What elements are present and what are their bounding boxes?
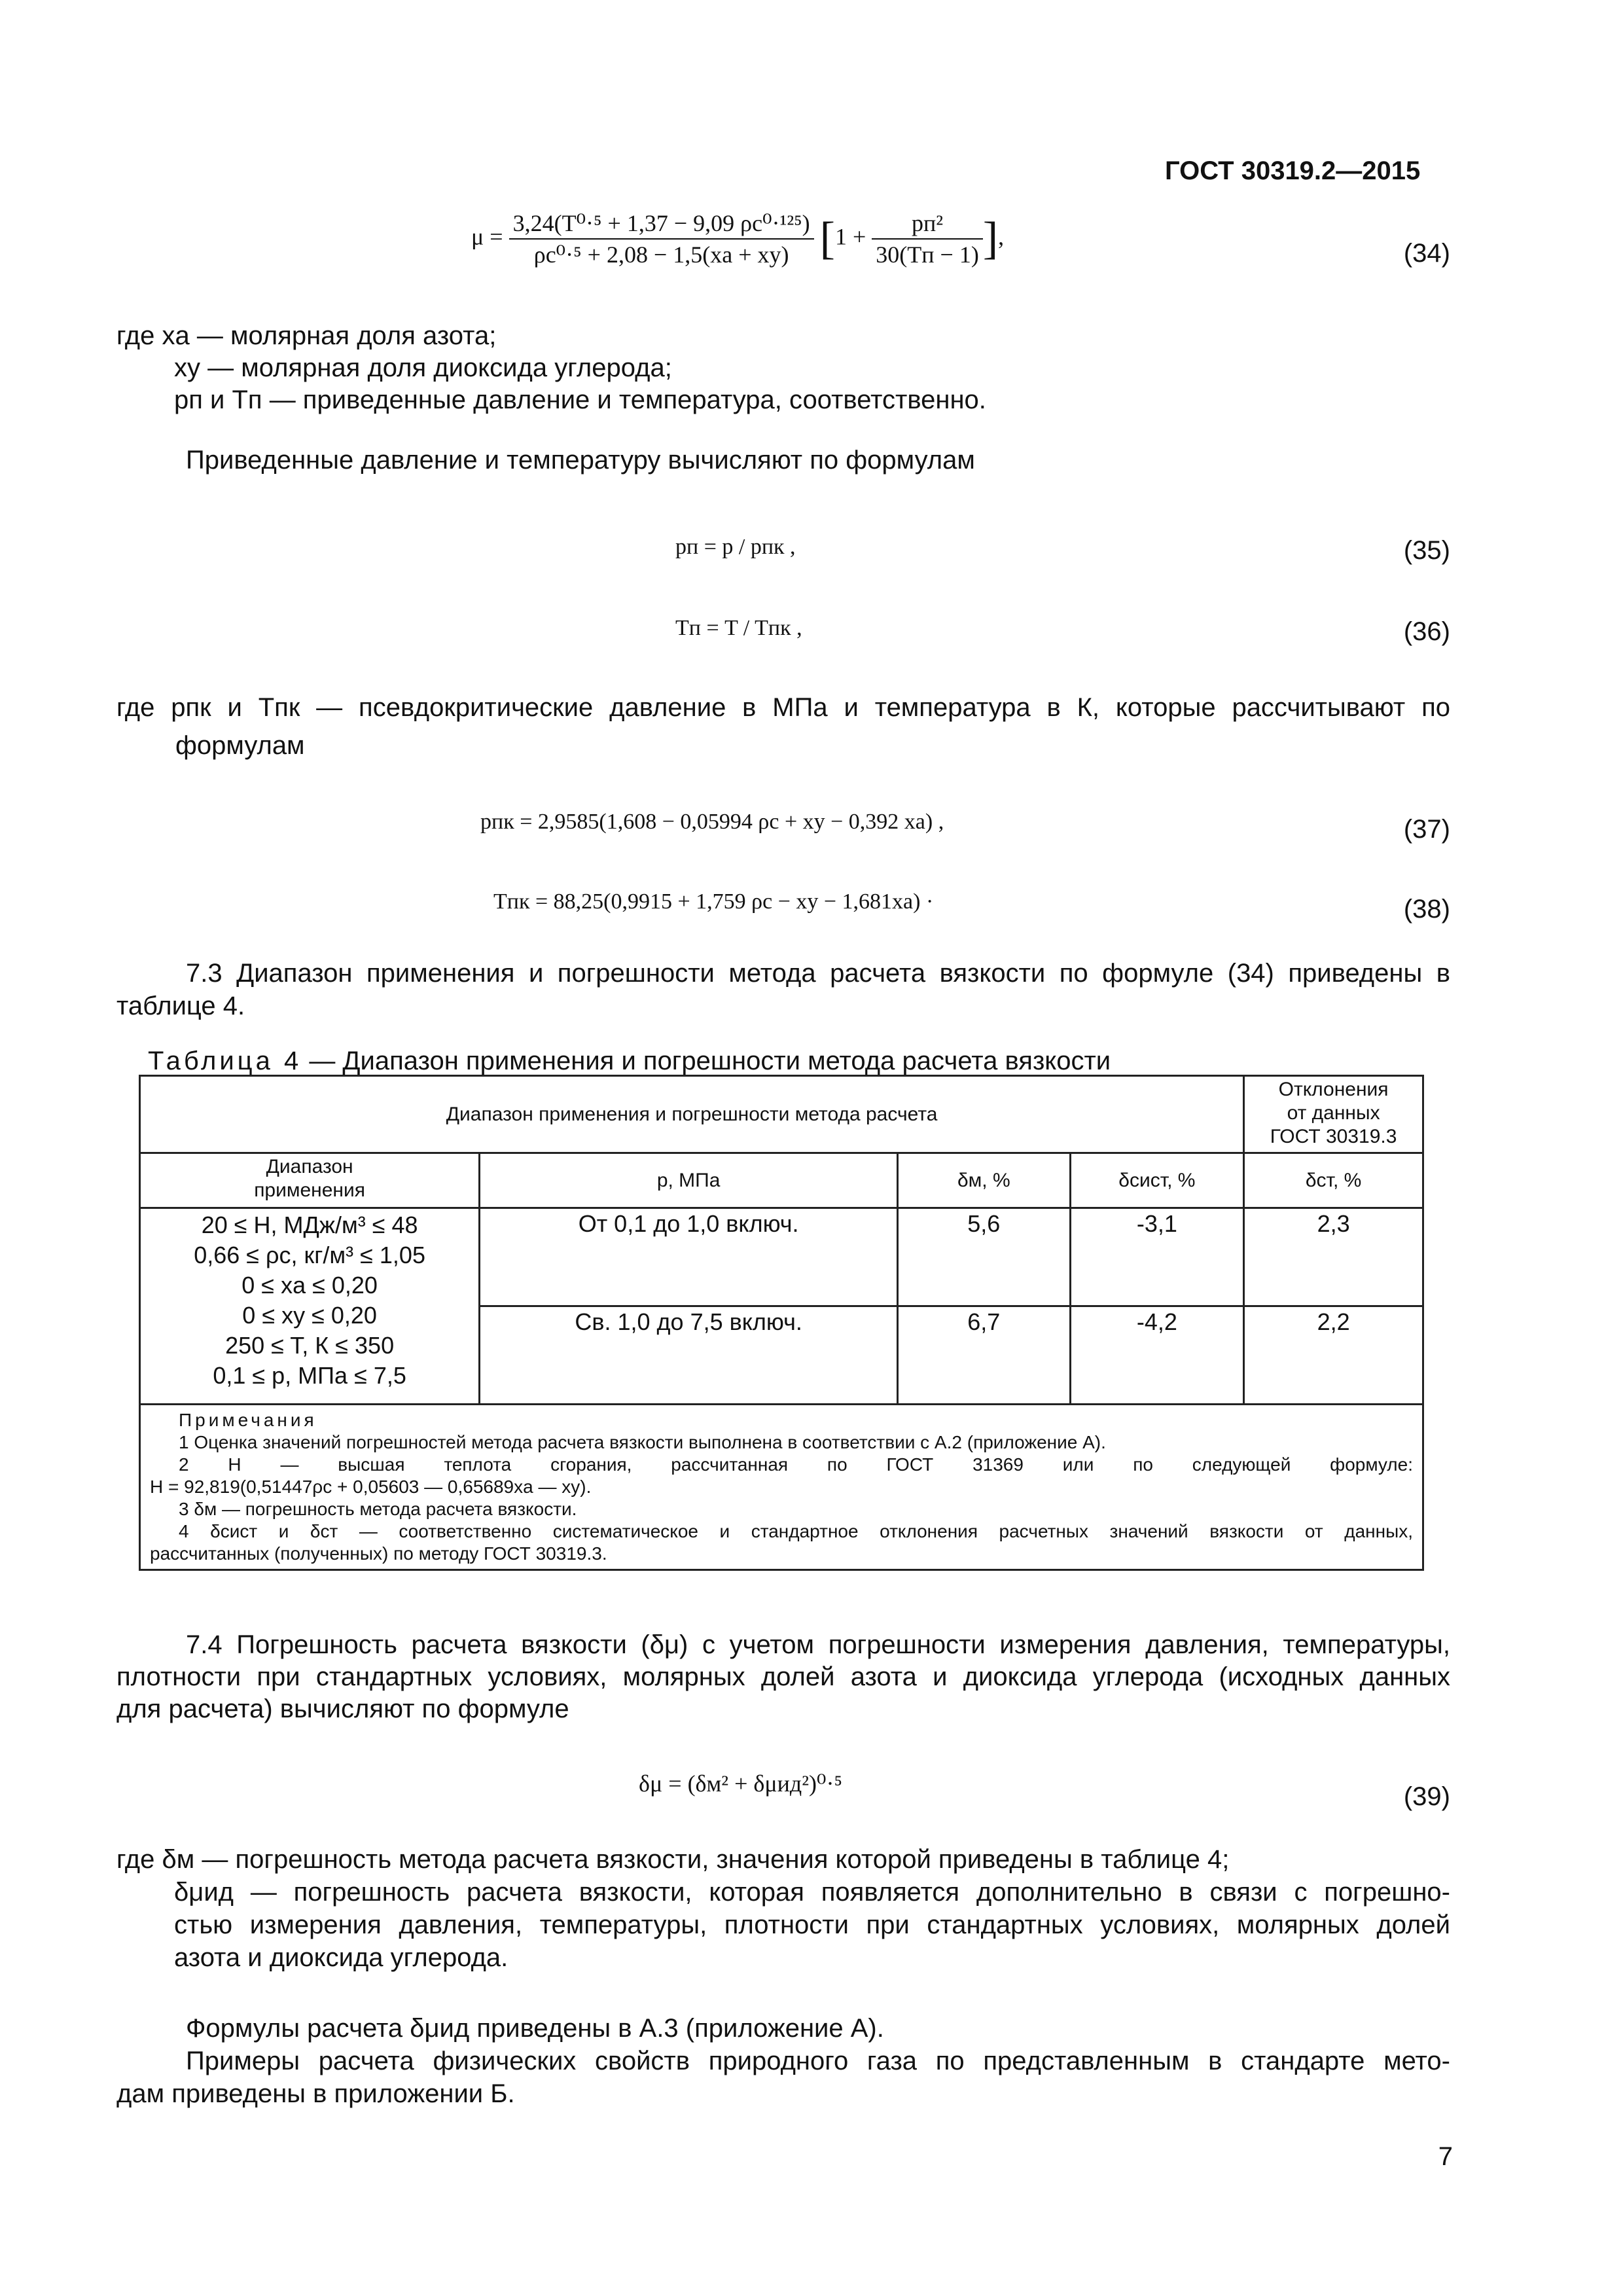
where-dm: где δм — погрешность метода расчета вязкости, значения которой приведены в таблице 4;: [116, 1845, 1230, 1874]
col-dst-header: δст, %: [1244, 1153, 1423, 1208]
where-dmid-line3: азота и диоксида углерода.: [174, 1943, 508, 1972]
table-row: [140, 1208, 1423, 1306]
row2-dsist: -4,2: [1070, 1306, 1244, 1405]
note-1: 1 Оценка значений погрешностей метода расчета вязкости выполнена в соответствии с А.2 (приложение А).: [179, 1432, 1106, 1452]
range-cell: [140, 1208, 480, 1405]
range-xy: 0 ≤ xy ≤ 0,20: [242, 1302, 377, 1329]
document-id: ГОСТ 30319.2—2015: [1165, 156, 1421, 185]
where-pseudocritical-cont: формулам: [175, 731, 305, 760]
note-4-cont: рассчитанных (полученных) по методу ГОСТ 30319.3.: [150, 1543, 607, 1564]
range-h: 20 ≤ H, МДж/м³ ≤ 48: [201, 1211, 418, 1238]
range-p: 0,1 ≤ p, МПа ≤ 7,5: [213, 1362, 406, 1389]
row2-pressure: Св. 1,0 до 7,5 включ.: [480, 1306, 898, 1405]
formula-38: Tпк = 88,25(0,9915 + 1,759 ρc − xy − 1,681xa) ·: [493, 889, 934, 914]
formula-37: pпк = 2,9585(1,608 − 0,05994 ρc + xy − 0,392 xa) ,: [480, 810, 944, 834]
col-pressure-header: p, МПа: [480, 1153, 898, 1208]
formula-35: pп = p / pпк ,: [675, 535, 796, 559]
equation-number-37: (37): [1403, 815, 1450, 844]
col-range-header: Диапазон применения: [140, 1153, 480, 1208]
note-2: 2 H — высшая теплота сгорания, рассчитанная по ГОСТ 31369 или по следующей формуле:: [179, 1454, 1413, 1475]
equation-number-39: (39): [1403, 1782, 1450, 1811]
note-2-formula: H = 92,819(0,51447ρc + 0,05603 — 0,65689xa — xy).: [150, 1477, 592, 1497]
where-line-xy: xy — молярная доля диоксида углерода;: [174, 353, 672, 382]
formula-34-denominator: ρc⁰·⁵ + 2,08 − 1,5(xa + xy): [533, 242, 789, 268]
table-4-caption: Таблица 4 — Диапазон применения и погрешности метода расчета вязкости: [148, 1047, 1111, 1075]
page-number: 7: [1438, 2142, 1453, 2171]
row1-dst: 2,3: [1244, 1208, 1423, 1306]
paragraph-7-4-line2: плотности при стандартных условиях, молярных долей азота и диоксида углерода (исходных данных: [116, 1662, 1450, 1691]
col-dm-header: δм, %: [898, 1153, 1071, 1208]
row1-dsist: -3,1: [1070, 1208, 1244, 1306]
paragraph-formulas: Формулы расчета δμид приведены в А.3 (приложение А).: [186, 2014, 884, 2043]
row2-dst: 2,2: [1244, 1306, 1423, 1405]
paragraph-examples-cont: дам приведены в приложении Б.: [116, 2079, 515, 2108]
paragraph-examples: Примеры расчета физических свойств природного газа по представленным в стандарте мето-: [186, 2047, 1450, 2075]
table-4: [139, 1075, 1424, 1571]
row2-dm: 6,7: [898, 1306, 1071, 1405]
equation-number-36: (36): [1403, 617, 1450, 646]
formula-34: μ = $\frac{\text{3,24(T⁰·⁵ + 1,37 − 9,09 ρc⁰·¹²⁵)}}{\text{ρc⁰·⁵ + 2,08 − 1,5(xa + xy)}}$ [1 + $\frac{\text{pп²}}{30(Tп - 1)}$ ],: [471, 208, 1004, 270]
paragraph-7-3: 7.3 Диапазон применения и погрешности метода расчета вязкости по формуле (34) приведены в: [186, 959, 1450, 988]
where-line-pt: pп и Tп — приведенные давление и температура, соответственно.: [174, 386, 986, 414]
formula-34-lhs: μ =: [471, 223, 503, 250]
equation-number-35: (35): [1403, 536, 1450, 565]
paragraph-7-4-line3: для расчета) вычисляют по формуле: [116, 1695, 569, 1723]
formula-34-numerator: 3,24(T⁰·⁵ + 1,37 − 9,09 ρc⁰·¹²⁵): [509, 208, 814, 240]
where-pseudocritical: где pпк и Tпк — псевдокритические давление в МПа и температура в К, которые рассчитывают по: [116, 693, 1450, 722]
row1-dm: 5,6: [898, 1208, 1071, 1306]
formula-39: δμ = (δм² + δμид²)⁰·⁵: [639, 1770, 842, 1797]
paragraph-reduced: Приведенные давление и температуру вычисляют по формулам: [186, 446, 975, 475]
note-3: 3 δм — погрешность метода расчета вязкости.: [179, 1499, 577, 1519]
where-dmid-line2: стью измерения давления, температуры, плотности при стандартных условиях, молярных долей: [174, 1910, 1450, 1939]
notes-title: Примечания: [179, 1410, 317, 1430]
table-head-main: Диапазон применения и погрешности метода расчета: [140, 1076, 1244, 1153]
where-dmid: δμид — погрешность расчета вязкости, которая появляется дополнительно в связи с погрешно-: [174, 1878, 1450, 1907]
range-t: 250 ≤ T, К ≤ 350: [225, 1332, 395, 1359]
range-xa: 0 ≤ xa ≤ 0,20: [241, 1272, 378, 1299]
where-line-xa: где xa — молярная доля азота;: [116, 321, 497, 350]
formula-34-bracket-den: 30(Tп − 1): [876, 242, 979, 268]
paragraph-7-4: 7.4 Погрешность расчета вязкости (δμ) с учетом погрешности измерения давления, температуры,: [186, 1630, 1450, 1659]
formula-34-bracket-fraction: [872, 208, 983, 270]
formula-34-bracket-num: pп²: [872, 208, 983, 240]
equation-number-34: (34): [1403, 239, 1450, 268]
range-rho: 0,66 ≤ ρc, кг/м³ ≤ 1,05: [194, 1242, 425, 1268]
paragraph-7-3-cont: таблице 4.: [116, 992, 245, 1020]
row1-pressure: От 0,1 до 1,0 включ.: [480, 1208, 898, 1306]
equation-number-38: (38): [1403, 895, 1450, 924]
formula-36: Tп = T / Tпк ,: [675, 616, 802, 640]
formula-34-tail: ,: [998, 223, 1005, 250]
table-notes: [140, 1405, 1423, 1570]
table-head-deviations: Отклонения от данных ГОСТ 30319.3: [1244, 1076, 1423, 1153]
formula-34-fraction: [509, 208, 814, 270]
note-4: 4 δсист и δст — соответственно систематическое и стандартное отклонения расчетных значений вязкости от данных,: [179, 1521, 1413, 1541]
col-dsist-header: δсист, %: [1070, 1153, 1244, 1208]
formula-34-one: 1 +: [834, 223, 866, 250]
